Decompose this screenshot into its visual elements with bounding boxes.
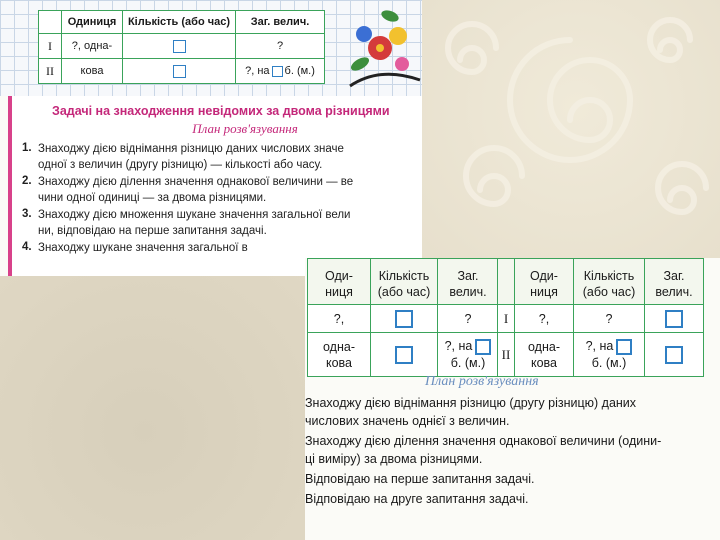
- quantity-cell: [123, 59, 236, 84]
- row-number: II: [498, 333, 515, 377]
- unit-cell: кова: [62, 59, 123, 84]
- total-cell: ?: [438, 305, 499, 333]
- plan-line: Відповідаю на друге запитання задачі.: [305, 492, 529, 506]
- rule-box-title: Задачі на знаходження невідомих за двома різницями: [52, 104, 390, 118]
- rule-box-accent: [8, 96, 12, 276]
- bottom-right-table: [497, 258, 704, 377]
- total-suffix: б. (м.): [450, 355, 486, 370]
- plan-line: ці виміру) за двома різницями.: [305, 452, 483, 466]
- blank-square-icon: [173, 65, 186, 78]
- header-cell: Кількість (або час): [574, 259, 645, 305]
- qty-prefix: ?, на: [585, 339, 614, 354]
- header-cell: Кількість (або час): [123, 11, 236, 34]
- list-item-line: Знаходжу дією множення шукане значення загальної вели: [38, 209, 351, 221]
- header-cell: [39, 11, 62, 34]
- rule-box-subtitle: План розв'язування: [192, 121, 298, 136]
- total-cell: [645, 333, 704, 377]
- total-suffix: б. (м.): [284, 65, 315, 77]
- list-item-line: ни, відповідаю на перше запитання задачі.: [38, 224, 267, 237]
- unit-cell: ?,: [515, 305, 574, 333]
- table-row: [308, 305, 499, 333]
- blank-square-icon: [616, 339, 632, 355]
- list-item-line: одної з величин (другу різницю) — кількості або часу.: [38, 158, 323, 171]
- header-cell: Кількість (або час): [371, 259, 438, 305]
- quantity-cell: [574, 333, 645, 377]
- list-item: [22, 241, 422, 257]
- plan-line: Знаходжу дією віднімання різницю (другу різницю) даних: [305, 396, 637, 410]
- rule-box-list: [22, 142, 422, 259]
- table-row: [498, 305, 704, 333]
- quantity-cell: [123, 34, 236, 59]
- header-cell: [498, 259, 515, 305]
- table-row: [39, 34, 325, 59]
- qty-suffix: б. (м.): [591, 355, 627, 370]
- list-item-line: Знаходжу дією ділення значення однакової величини — ве: [38, 176, 354, 188]
- list-item-line: чини одної одиниці — за двома різницями.: [38, 191, 267, 204]
- flower-ornament: [340, 0, 422, 92]
- table-header-row: [498, 259, 704, 305]
- blank-square-icon: [173, 40, 186, 53]
- row-number: II: [39, 59, 62, 84]
- total-cell: [645, 305, 704, 333]
- header-cell: Заг. велич.: [645, 259, 704, 305]
- header-cell: Одиниця: [62, 11, 123, 34]
- top-table: [38, 10, 325, 84]
- row-number: I: [498, 305, 515, 333]
- list-item-line: Знаходжу дією віднімання різницю даних числових значе: [38, 143, 344, 155]
- header-cell: Заг. велич.: [438, 259, 499, 305]
- quantity-cell: [371, 333, 438, 377]
- unit-cell: одна- кова: [308, 333, 371, 377]
- plan-title: План розв'язування: [425, 374, 539, 389]
- list-item-number: 3.: [22, 208, 32, 220]
- list-item-number: 4.: [22, 241, 32, 253]
- total-prefix: ?, на: [444, 339, 473, 354]
- header-cell: Заг. велич.: [236, 11, 325, 34]
- list-item-number: 2.: [22, 175, 32, 187]
- table-row: [308, 333, 499, 377]
- swirl-decoration: [420, 0, 720, 260]
- total-cell: [438, 333, 499, 377]
- unit-cell: ?, одна-: [62, 34, 123, 59]
- blank-square-icon: [272, 66, 283, 77]
- blank-square-icon: [395, 346, 413, 364]
- total-prefix: ?, на: [245, 65, 270, 77]
- list-item: [22, 142, 422, 173]
- header-cell: Оди- ниця: [515, 259, 574, 305]
- list-item-line: Знаходжу шукане значення загальної в: [38, 242, 248, 254]
- table-header-row: [39, 11, 325, 34]
- header-cell: Оди- ниця: [308, 259, 371, 305]
- blank-square-icon: [475, 339, 491, 355]
- table-header-row: [308, 259, 499, 305]
- list-item: [22, 175, 422, 206]
- table-row: [498, 333, 704, 377]
- bottom-left-table: [307, 258, 499, 377]
- textbook-scan-bottom: [305, 258, 720, 540]
- unit-cell: одна- кова: [515, 333, 574, 377]
- quantity-cell: ?: [574, 305, 645, 333]
- list-item: [22, 208, 422, 239]
- quantity-cell: [371, 305, 438, 333]
- plan-list: [305, 394, 720, 508]
- blank-square-icon: [665, 310, 683, 328]
- table-row: [39, 59, 325, 84]
- unit-cell: ?,: [308, 305, 371, 333]
- plan-line: Знаходжу дією ділення значення однакової величини (одини-: [305, 434, 662, 448]
- row-number: I: [39, 34, 62, 59]
- blank-square-icon: [665, 346, 683, 364]
- plan-line: Відповідаю на перше запитання задачі.: [305, 472, 535, 486]
- blank-square-icon: [395, 310, 413, 328]
- total-cell: ?: [236, 34, 325, 59]
- plan-line: числових значень однієї з величин.: [305, 414, 510, 428]
- total-cell: [236, 59, 325, 84]
- list-item-number: 1.: [22, 142, 32, 154]
